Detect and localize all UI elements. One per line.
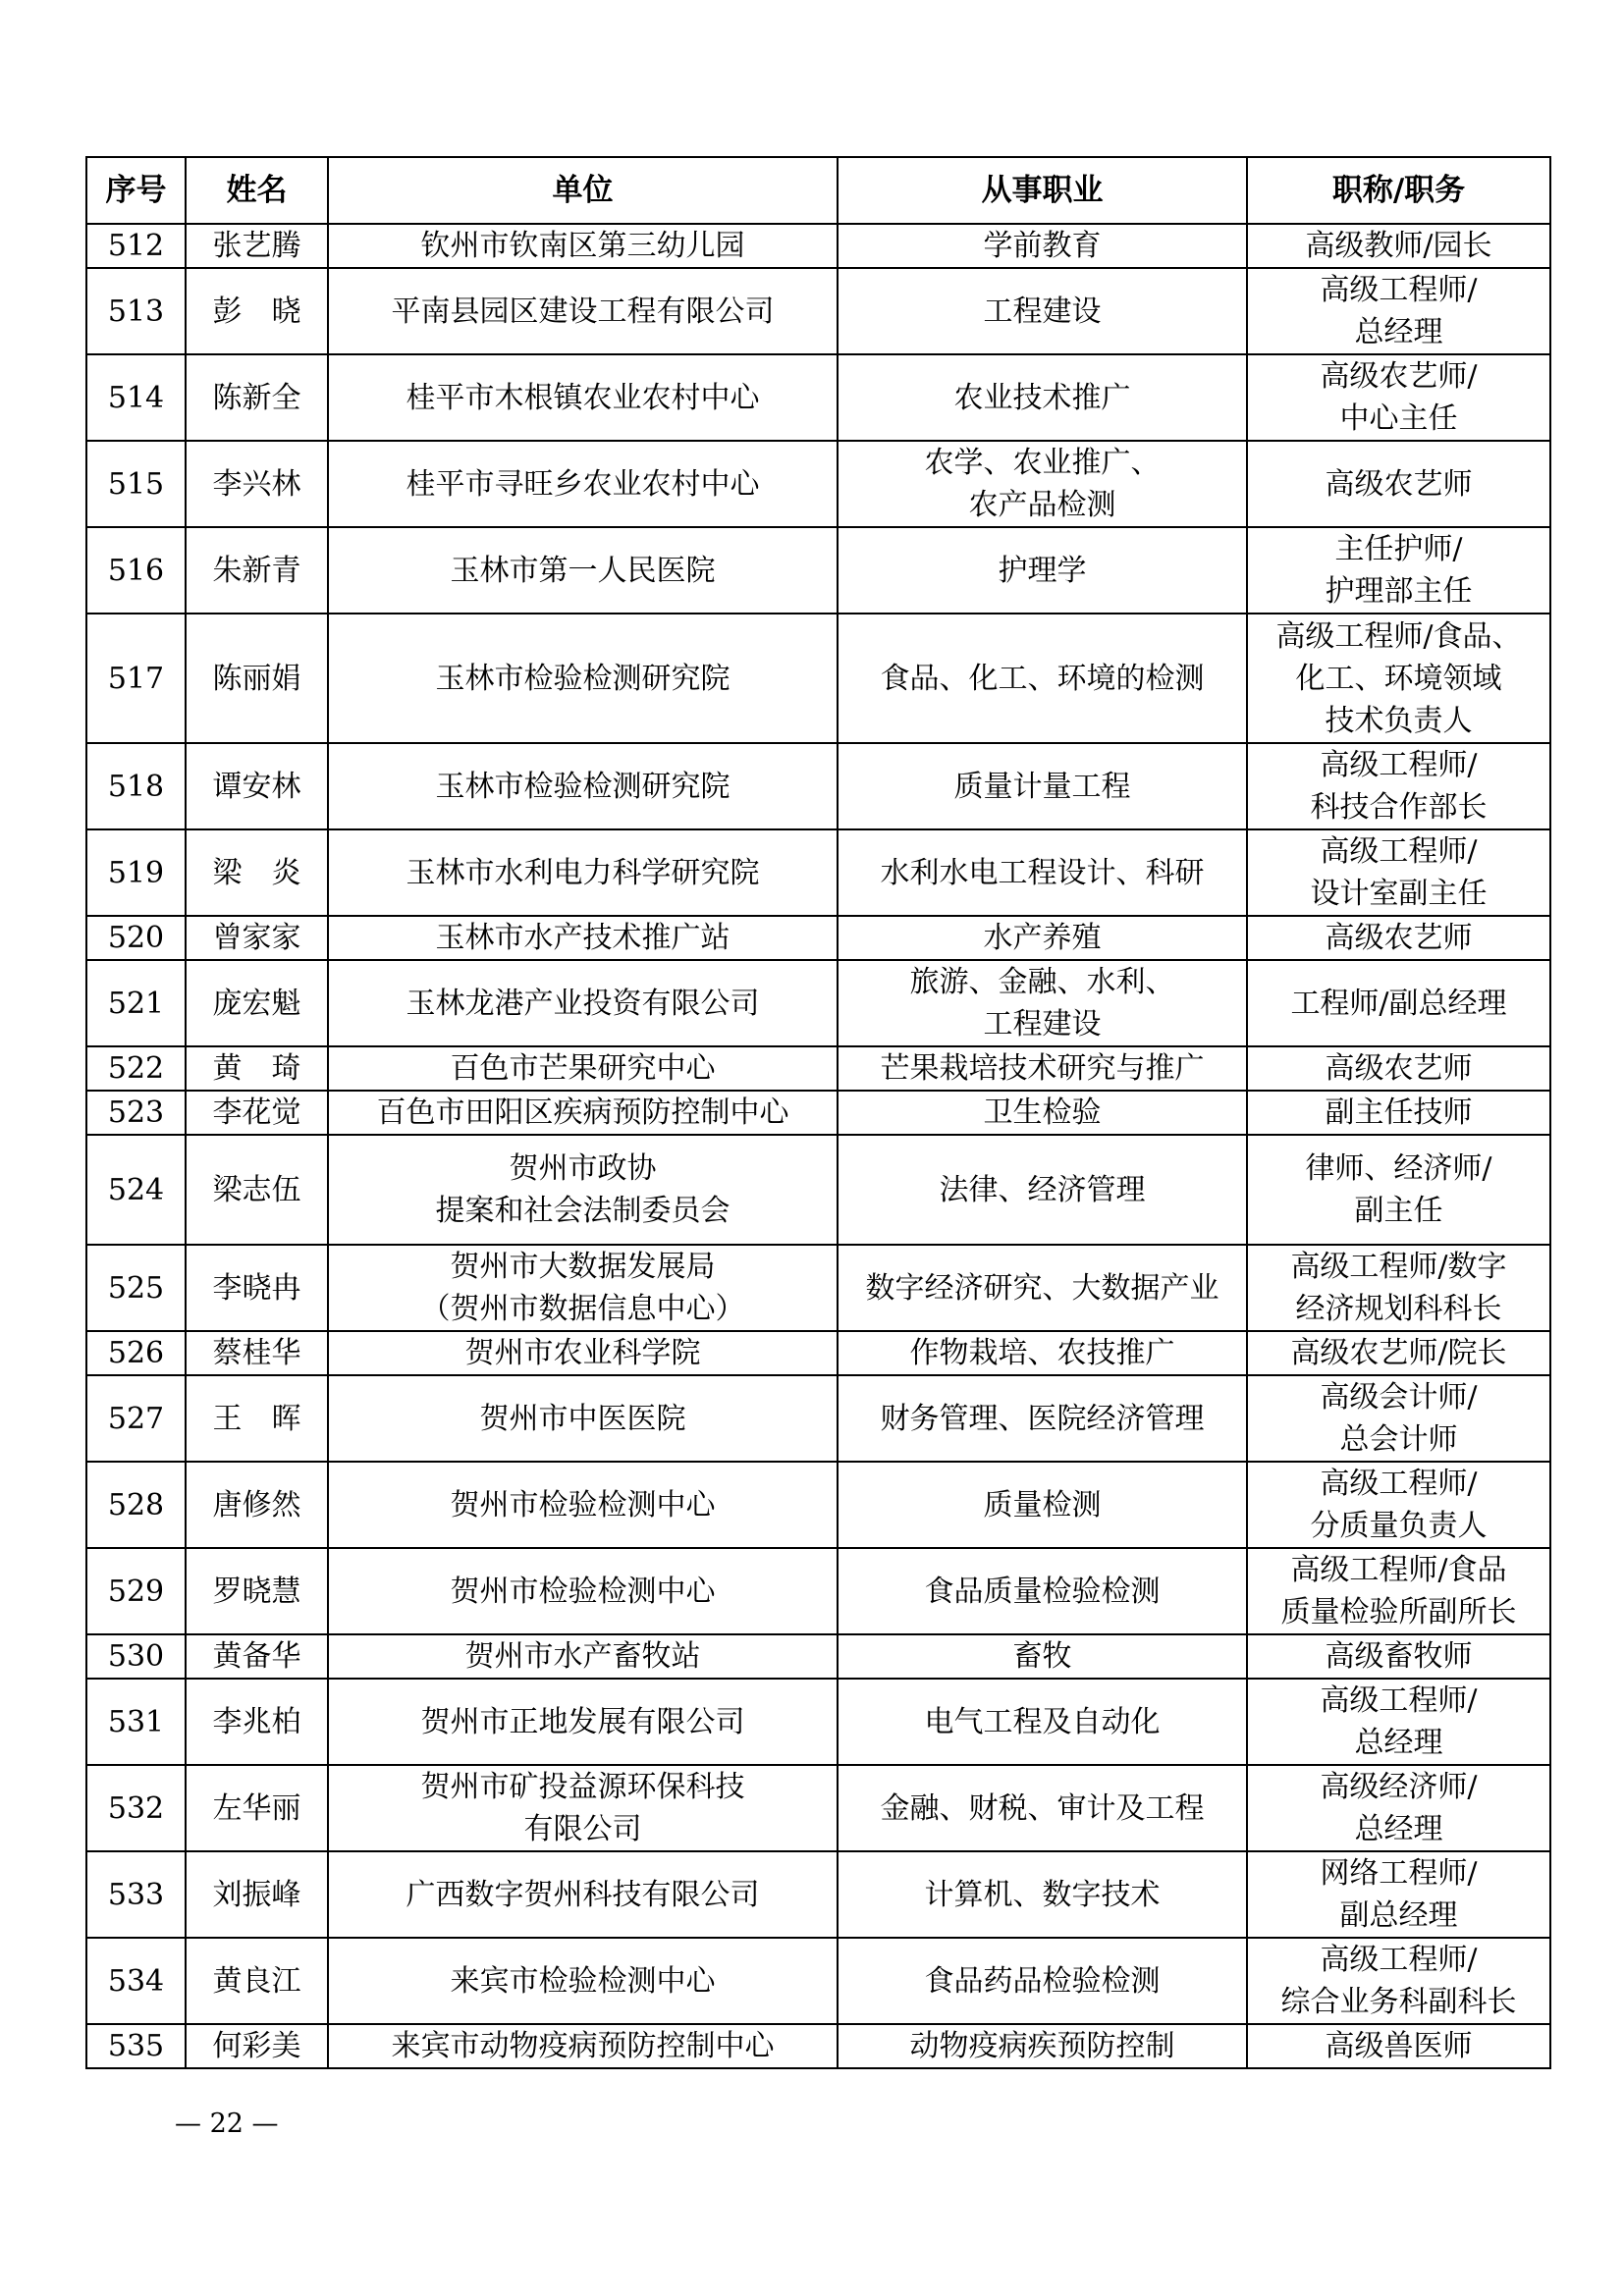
- cell-occupation: 卫生检验: [838, 1091, 1247, 1135]
- roster-body: [86, 224, 1550, 2068]
- cell-unit: 玉林市水产技术推广站: [328, 916, 838, 960]
- cell-no: 530: [86, 1634, 186, 1679]
- table-row: [86, 354, 1550, 441]
- table-row: [86, 1135, 1550, 1245]
- roster-table: [85, 156, 1551, 2069]
- cell-no: 513: [86, 268, 186, 354]
- cell-no: 518: [86, 743, 186, 829]
- cell-no: 520: [86, 916, 186, 960]
- cell-occupation: 水产养殖: [838, 916, 1247, 960]
- cell-no: 531: [86, 1679, 186, 1765]
- cell-title: 高级农艺师: [1247, 1046, 1550, 1091]
- cell-name: 谭安林: [186, 743, 328, 829]
- cell-unit: 贺州市矿投益源环保科技 有限公司: [328, 1765, 838, 1851]
- cell-name: 王 晖: [186, 1375, 328, 1462]
- cell-no: 527: [86, 1375, 186, 1462]
- cell-unit: 贺州市正地发展有限公司: [328, 1679, 838, 1765]
- table-row: [86, 441, 1550, 527]
- cell-name: 黄良江: [186, 1938, 328, 2024]
- cell-occupation: 法律、经济管理: [838, 1135, 1247, 1245]
- header-occupation: 从事职业: [838, 157, 1247, 224]
- cell-title: 高级工程师/ 总经理: [1247, 1679, 1550, 1765]
- table-row: [86, 1679, 1550, 1765]
- cell-title: 高级工程师/数字 经济规划科科长: [1247, 1245, 1550, 1331]
- cell-no: 532: [86, 1765, 186, 1851]
- table-row: [86, 1851, 1550, 1938]
- cell-occupation: 农学、农业推广、 农产品检测: [838, 441, 1247, 527]
- cell-name: 黄 琦: [186, 1046, 328, 1091]
- header-row: [86, 157, 1550, 224]
- table-row: [86, 1765, 1550, 1851]
- table-row: [86, 829, 1550, 916]
- table-row: [86, 1046, 1550, 1091]
- cell-unit: 百色市芒果研究中心: [328, 1046, 838, 1091]
- page-number: — 22 —: [175, 2109, 279, 2139]
- table-row: [86, 1548, 1550, 1634]
- cell-name: 李花觉: [186, 1091, 328, 1135]
- cell-no: 524: [86, 1135, 186, 1245]
- cell-no: 522: [86, 1046, 186, 1091]
- cell-occupation: 畜牧: [838, 1634, 1247, 1679]
- cell-title: 高级会计师/ 总会计师: [1247, 1375, 1550, 1462]
- cell-unit: 贺州市水产畜牧站: [328, 1634, 838, 1679]
- cell-name: 梁志伍: [186, 1135, 328, 1245]
- cell-occupation: 财务管理、医院经济管理: [838, 1375, 1247, 1462]
- cell-unit: 平南县园区建设工程有限公司: [328, 268, 838, 354]
- cell-title: 高级兽医师: [1247, 2024, 1550, 2068]
- header-title: 职称/职务: [1247, 157, 1550, 224]
- cell-occupation: 护理学: [838, 527, 1247, 614]
- cell-name: 何彩美: [186, 2024, 328, 2068]
- cell-title: 高级农艺师: [1247, 916, 1550, 960]
- cell-occupation: 工程建设: [838, 268, 1247, 354]
- table-row: [86, 614, 1550, 743]
- cell-no: 519: [86, 829, 186, 916]
- cell-title: 高级农艺师: [1247, 441, 1550, 527]
- cell-occupation: 食品质量检验检测: [838, 1548, 1247, 1634]
- cell-no: 515: [86, 441, 186, 527]
- cell-title: 高级教师/园长: [1247, 224, 1550, 268]
- cell-title: 高级经济师/ 总经理: [1247, 1765, 1550, 1851]
- cell-title: 高级工程师/ 总经理: [1247, 268, 1550, 354]
- cell-occupation: 金融、财税、审计及工程: [838, 1765, 1247, 1851]
- cell-name: 蔡桂华: [186, 1331, 328, 1375]
- cell-no: 535: [86, 2024, 186, 2068]
- header-unit: 单位: [328, 157, 838, 224]
- cell-title: 律师、经济师/ 副主任: [1247, 1135, 1550, 1245]
- cell-unit: 来宾市检验检测中心: [328, 1938, 838, 2024]
- cell-unit: 贺州市检验检测中心: [328, 1462, 838, 1548]
- cell-occupation: 芒果栽培技术研究与推广: [838, 1046, 1247, 1091]
- cell-no: 533: [86, 1851, 186, 1938]
- cell-occupation: 质量计量工程: [838, 743, 1247, 829]
- header-no: 序号: [86, 157, 186, 224]
- cell-name: 梁 炎: [186, 829, 328, 916]
- cell-name: 李晓冉: [186, 1245, 328, 1331]
- cell-name: 唐修然: [186, 1462, 328, 1548]
- cell-occupation: 数字经济研究、大数据产业: [838, 1245, 1247, 1331]
- cell-name: 李兴林: [186, 441, 328, 527]
- table-row: [86, 916, 1550, 960]
- cell-no: 528: [86, 1462, 186, 1548]
- cell-no: 523: [86, 1091, 186, 1135]
- cell-no: 516: [86, 527, 186, 614]
- cell-occupation: 动物疫病疾预防控制: [838, 2024, 1247, 2068]
- cell-occupation: 旅游、金融、水利、 工程建设: [838, 960, 1247, 1046]
- cell-occupation: 食品、化工、环境的检测: [838, 614, 1247, 743]
- cell-title: 主任护师/ 护理部主任: [1247, 527, 1550, 614]
- cell-unit: 贺州市中医医院: [328, 1375, 838, 1462]
- cell-title: 网络工程师/ 副总经理: [1247, 1851, 1550, 1938]
- cell-unit: 桂平市木根镇农业农村中心: [328, 354, 838, 441]
- cell-no: 512: [86, 224, 186, 268]
- cell-unit: 桂平市寻旺乡农业农村中心: [328, 441, 838, 527]
- cell-title: 高级工程师/食品、 化工、环境领域 技术负责人: [1247, 614, 1550, 743]
- cell-unit: 贺州市农业科学院: [328, 1331, 838, 1375]
- cell-name: 罗晓慧: [186, 1548, 328, 1634]
- cell-unit: 玉林市水利电力科学研究院: [328, 829, 838, 916]
- cell-unit: 玉林市检验检测研究院: [328, 743, 838, 829]
- cell-title: 高级农艺师/ 中心主任: [1247, 354, 1550, 441]
- table-row: [86, 743, 1550, 829]
- cell-no: 529: [86, 1548, 186, 1634]
- cell-name: 陈新全: [186, 354, 328, 441]
- cell-occupation: 计算机、数字技术: [838, 1851, 1247, 1938]
- cell-name: 黄备华: [186, 1634, 328, 1679]
- table-row: [86, 1245, 1550, 1331]
- cell-occupation: 农业技术推广: [838, 354, 1247, 441]
- cell-name: 朱新青: [186, 527, 328, 614]
- cell-title: 高级工程师/ 综合业务科副科长: [1247, 1938, 1550, 2024]
- cell-unit: 玉林市第一人民医院: [328, 527, 838, 614]
- cell-no: 525: [86, 1245, 186, 1331]
- table-row: [86, 527, 1550, 614]
- cell-unit: 贺州市大数据发展局 （贺州市数据信息中心）: [328, 1245, 838, 1331]
- cell-title: 高级畜牧师: [1247, 1634, 1550, 1679]
- cell-occupation: 水利水电工程设计、科研: [838, 829, 1247, 916]
- cell-occupation: 学前教育: [838, 224, 1247, 268]
- table-row: [86, 1634, 1550, 1679]
- cell-name: 李兆柏: [186, 1679, 328, 1765]
- cell-unit: 玉林龙港产业投资有限公司: [328, 960, 838, 1046]
- cell-name: 庞宏魁: [186, 960, 328, 1046]
- cell-no: 517: [86, 614, 186, 743]
- table-row: [86, 1462, 1550, 1548]
- cell-unit: 钦州市钦南区第三幼儿园: [328, 224, 838, 268]
- cell-unit: 玉林市检验检测研究院: [328, 614, 838, 743]
- table-row: [86, 2024, 1550, 2068]
- cell-no: 526: [86, 1331, 186, 1375]
- cell-name: 刘振峰: [186, 1851, 328, 1938]
- cell-name: 陈丽娟: [186, 614, 328, 743]
- cell-unit: 贺州市检验检测中心: [328, 1548, 838, 1634]
- table-row: [86, 1375, 1550, 1462]
- cell-occupation: 作物栽培、农技推广: [838, 1331, 1247, 1375]
- table-row: [86, 224, 1550, 268]
- cell-title: 高级工程师/ 科技合作部长: [1247, 743, 1550, 829]
- cell-occupation: 食品药品检验检测: [838, 1938, 1247, 2024]
- cell-title: 副主任技师: [1247, 1091, 1550, 1135]
- header-name: 姓名: [186, 157, 328, 224]
- cell-title: 高级工程师/ 分质量负责人: [1247, 1462, 1550, 1548]
- cell-occupation: 电气工程及自动化: [838, 1679, 1247, 1765]
- table-row: [86, 1938, 1550, 2024]
- table-row: [86, 1331, 1550, 1375]
- table-row: [86, 268, 1550, 354]
- cell-occupation: 质量检测: [838, 1462, 1247, 1548]
- cell-no: 514: [86, 354, 186, 441]
- cell-name: 曾家家: [186, 916, 328, 960]
- cell-no: 534: [86, 1938, 186, 2024]
- table-row: [86, 960, 1550, 1046]
- cell-unit: 百色市田阳区疾病预防控制中心: [328, 1091, 838, 1135]
- cell-unit: 贺州市政协 提案和社会法制委员会: [328, 1135, 838, 1245]
- cell-title: 高级工程师/食品 质量检验所副所长: [1247, 1548, 1550, 1634]
- cell-title: 高级农艺师/院长: [1247, 1331, 1550, 1375]
- table-row: [86, 1091, 1550, 1135]
- cell-unit: 来宾市动物疫病预防控制中心: [328, 2024, 838, 2068]
- cell-no: 521: [86, 960, 186, 1046]
- cell-name: 左华丽: [186, 1765, 328, 1851]
- cell-name: 张艺腾: [186, 224, 328, 268]
- cell-title: 工程师/副总经理: [1247, 960, 1550, 1046]
- cell-name: 彭 晓: [186, 268, 328, 354]
- cell-unit: 广西数字贺州科技有限公司: [328, 1851, 838, 1938]
- cell-title: 高级工程师/ 设计室副主任: [1247, 829, 1550, 916]
